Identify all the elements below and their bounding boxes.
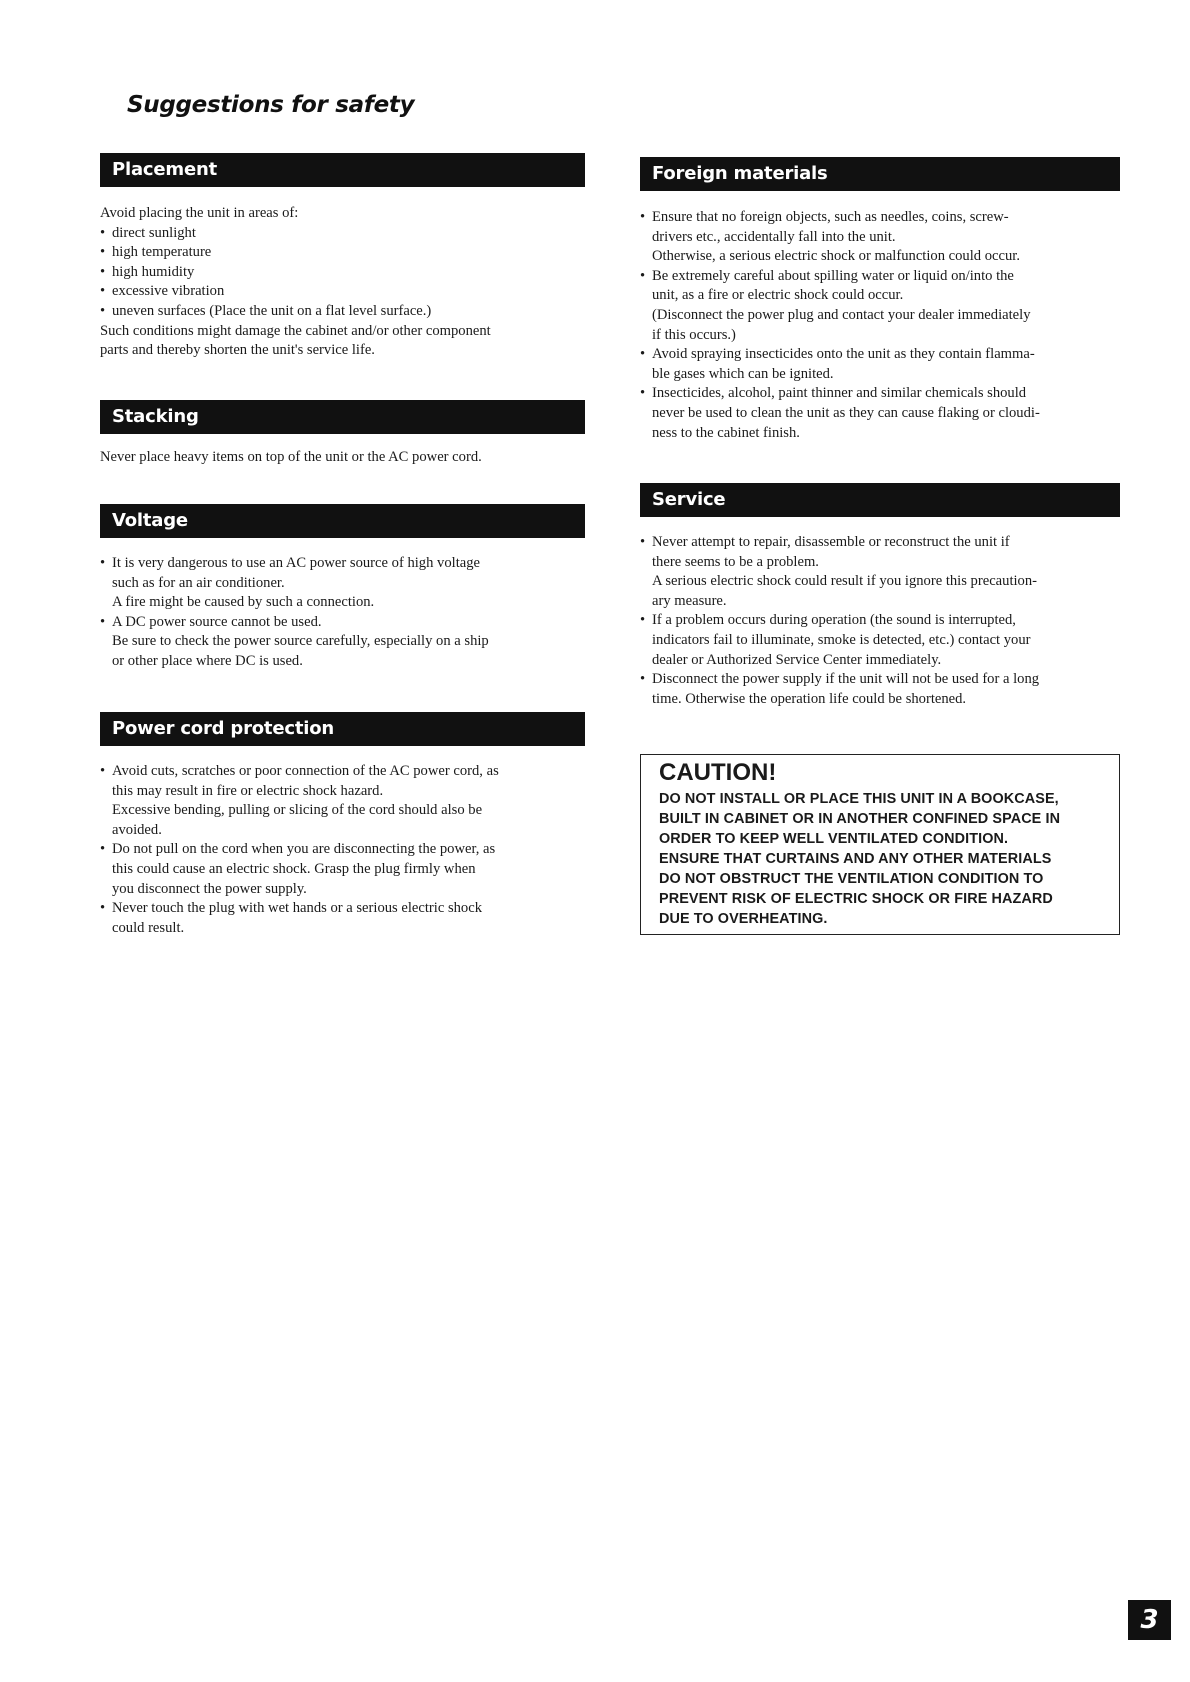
- section-foreign-materials: [640, 157, 1120, 443]
- caution-text: [659, 789, 1101, 929]
- text-line: drivers etc., accidentally fall into the unit.: [652, 228, 896, 245]
- text-line: • Be extremely careful about spilling water or liquid on/into the: [652, 267, 1014, 284]
- placement-intro: Avoid placing the unit in areas of:: [100, 205, 299, 221]
- list-item: • excessive vibration: [100, 282, 585, 302]
- section-stacking: [100, 400, 585, 468]
- voltage-heading: Voltage: [100, 504, 585, 538]
- text-line: avoided.: [112, 821, 162, 838]
- placement-outro-2: parts and thereby shorten the unit's service life.: [100, 342, 375, 359]
- list-item: [640, 345, 1120, 384]
- text-line: • A DC power source cannot be used.: [112, 613, 322, 630]
- stacking-text: Never place heavy items on top of the unit or the AC power cord.: [100, 449, 482, 465]
- text-line: • Do not pull on the cord when you are disconnecting the power, as: [112, 841, 496, 858]
- text-line: indicators fail to illuminate, smoke is detected, etc.) contact your: [652, 631, 1031, 648]
- text-line: if this occurs.): [652, 326, 736, 343]
- list-item: [100, 899, 585, 938]
- list-item: [640, 611, 1120, 670]
- foreign-list: [640, 208, 1120, 443]
- text-line: DUE TO OVERHEATING.: [659, 911, 828, 927]
- list-item: [100, 613, 585, 672]
- placement-body: [100, 204, 585, 361]
- list-item: [640, 533, 1120, 611]
- text-line: Excessive bending, pulling or slicing of the cord should also be: [112, 802, 483, 819]
- text-line: • Avoid spraying insecticides onto the unit as they contain flamma-: [652, 346, 1035, 363]
- section-placement: [100, 153, 585, 361]
- list-item: [640, 384, 1120, 443]
- text-line: DO NOT OBSTRUCT THE VENTILATION CONDITION TO: [659, 871, 1044, 887]
- service-list: [640, 533, 1120, 709]
- text-line: PREVENT RISK OF ELECTRIC SHOCK OR FIRE HAZARD: [659, 891, 1053, 907]
- power-cord-heading: Power cord protection: [100, 712, 585, 746]
- section-voltage: [100, 504, 585, 672]
- text-line: DO NOT INSTALL OR PLACE THIS UNIT IN A BOOKCASE,: [659, 791, 1059, 807]
- power-cord-list: [100, 762, 585, 938]
- text-line: time. Otherwise the operation life could be shortened.: [652, 690, 967, 707]
- text-line: never be used to clean the unit as they can cause flaking or cloudi-: [652, 404, 1040, 421]
- list-item: [640, 267, 1120, 345]
- placement-outro-1: Such conditions might damage the cabinet and/or other component: [100, 322, 491, 339]
- foreign-heading: Foreign materials: [640, 157, 1120, 191]
- list-item: • high humidity: [100, 263, 585, 283]
- text-line: ary measure.: [652, 592, 727, 609]
- text-line: such as for an air conditioner.: [112, 574, 285, 591]
- text-line: or other place where DC is used.: [112, 652, 303, 669]
- text-line: ness to the cabinet finish.: [652, 424, 800, 441]
- text-line: there seems to be a problem.: [652, 553, 819, 570]
- section-power-cord: [100, 712, 585, 938]
- voltage-list: [100, 554, 585, 672]
- placement-list: [100, 224, 585, 322]
- text-line: • Never touch the plug with wet hands or a serious electric shock: [112, 900, 483, 917]
- text-line: • Insecticides, alcohol, paint thinner and similar chemicals should: [652, 385, 1027, 402]
- text-line: (Disconnect the power plug and contact your dealer immediately: [652, 306, 1031, 323]
- page-title: Suggestions for safety: [127, 92, 415, 118]
- text-line: • Avoid cuts, scratches or poor connection of the AC power cord, as: [112, 763, 499, 779]
- list-item: • high temperature: [100, 243, 585, 263]
- text-line: A fire might be caused by such a connection.: [112, 594, 375, 611]
- list-item: [640, 208, 1120, 267]
- list-item: [100, 762, 585, 840]
- text-line: A serious electric shock could result if you ignore this precaution-: [652, 573, 1038, 590]
- text-line: could result.: [112, 919, 185, 936]
- placement-heading: Placement: [100, 153, 585, 187]
- service-heading: Service: [640, 483, 1120, 517]
- text-line: BUILT IN CABINET OR IN ANOTHER CONFINED SPACE IN: [659, 811, 1061, 827]
- caution-box: [640, 754, 1120, 935]
- text-line: this may result in fire or electric shock hazard.: [112, 782, 384, 799]
- text-line: this could cause an electric shock. Grasp the plug firmly when: [112, 860, 476, 877]
- text-line: • Never attempt to repair, disassemble or reconstruct the unit if: [652, 534, 1010, 550]
- text-line: • Ensure that no foreign objects, such as needles, coins, screw-: [652, 209, 1009, 225]
- section-service: [640, 483, 1120, 709]
- list-item: [100, 554, 585, 613]
- stacking-heading: Stacking: [100, 400, 585, 434]
- text-line: • It is very dangerous to use an AC power source of high voltage: [112, 555, 481, 571]
- text-line: • If a problem occurs during operation (the sound is interrupted,: [652, 612, 1016, 629]
- text-line: you disconnect the power supply.: [112, 880, 307, 897]
- text-line: dealer or Authorized Service Center immediately.: [652, 651, 942, 668]
- list-item: [100, 840, 585, 899]
- text-line: ble gases which can be ignited.: [652, 365, 834, 382]
- caution-title: CAUTION!: [659, 759, 777, 786]
- text-line: unit, as a fire or electric shock could occur.: [652, 287, 904, 304]
- list-item: • direct sunlight: [100, 224, 585, 244]
- text-line: • Disconnect the power supply if the unit will not be used for a long: [652, 671, 1040, 688]
- text-line: ORDER TO KEEP WELL VENTILATED CONDITION.: [659, 831, 1009, 847]
- text-line: ENSURE THAT CURTAINS AND ANY OTHER MATERIALS: [659, 851, 1052, 867]
- list-item: [640, 670, 1120, 709]
- text-line: Otherwise, a serious electric shock or malfunction could occur.: [652, 248, 1020, 265]
- page-number: 3: [1128, 1600, 1171, 1640]
- list-item: • uneven surfaces (Place the unit on a flat level surface.): [100, 302, 585, 322]
- text-line: Be sure to check the power source carefully, especially on a ship: [112, 633, 489, 650]
